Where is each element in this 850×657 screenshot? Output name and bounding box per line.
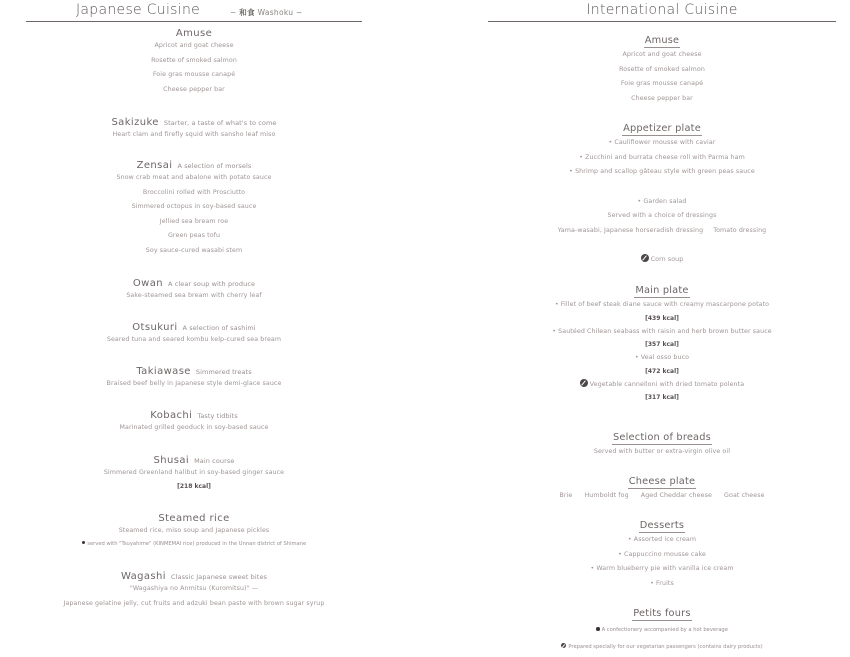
cheese-item: Brie	[559, 492, 573, 499]
menu-item: • Fruits	[650, 579, 674, 587]
course-desc: Simmered treats	[195, 368, 252, 376]
course-name: Sakizuke	[111, 117, 159, 128]
section-title: Main plate	[635, 285, 689, 296]
kcal-label: [472 kcal]	[645, 367, 679, 375]
leaf-icon	[641, 254, 649, 262]
jp-zensai-section	[26, 160, 362, 259]
menu-item: Jellied sea bream roe	[159, 217, 229, 225]
menu-item: Braised beef belly in Japanese style demi-glace sauce	[106, 380, 282, 387]
jp-amuse-section	[26, 28, 362, 97]
course-desc: Tasty tidbits	[197, 412, 238, 420]
note-text: served with "Tsuyahime" (KINMEMAI rice) produced in the Unnan district of Shimane	[87, 540, 307, 547]
course-desc: A selection of sashimi	[182, 324, 256, 332]
section-title: Amuse	[175, 28, 213, 39]
intl-breads-section	[488, 425, 836, 460]
course-name: Wagashi	[120, 571, 166, 582]
menu-item: Cheese pepper bar	[163, 85, 225, 93]
menu-item: • Garden salad	[637, 197, 687, 205]
menu-item: "Wagashiya no Anmitsu (Kuromitsu)" —	[129, 585, 259, 592]
jp-sakizuke-section	[26, 117, 362, 143]
dressing-options	[488, 224, 836, 239]
menu-item: Broccolini rolled with Prosciutto	[142, 188, 246, 196]
cheese-item: Goat cheese	[724, 492, 765, 499]
cheese-list	[488, 489, 836, 504]
section-title	[26, 455, 362, 466]
menu-item: • Cauliflower mousse with caviar	[608, 139, 716, 146]
section-title: Appetizer plate	[623, 123, 701, 134]
menu-item: Japanese gelatine jelly, cut fruits and adzuki bean paste with brown sugar syrup	[63, 599, 325, 607]
course-name: Zensai	[136, 160, 173, 171]
menu-item: Soy sauce-cured wasabi stem	[145, 246, 243, 254]
dressing-option: Yama-wasabi, Japanese horseradish dressing	[557, 226, 704, 234]
menu-item: • Cappuccino mousse cake	[618, 550, 706, 558]
menu-item	[488, 253, 836, 268]
course-desc: Main course	[194, 457, 235, 465]
menu-item: Green peas tofu	[167, 232, 221, 240]
international-header	[488, 0, 836, 22]
jp-rice-section	[26, 513, 362, 549]
intl-petits-fours-section	[488, 601, 836, 652]
menu-item: Foie gras mousse canapé	[620, 80, 704, 88]
menu-item: • Zucchini and burrata cheese roll with Parma ham	[579, 153, 745, 161]
japanese-title: Japanese Cuisine	[76, 2, 201, 18]
menu-item: Seared tuna and seared kombu kelp-cured sea bream	[106, 336, 282, 343]
jp-otsukuri-section	[26, 322, 362, 348]
section-title	[26, 278, 362, 289]
course-name: Takiawase	[136, 366, 191, 377]
intl-amuse-section	[488, 28, 836, 106]
dot-icon	[82, 541, 86, 545]
intl-appetizer-section	[488, 116, 836, 267]
menu-item: Cheese pepper bar	[631, 94, 693, 102]
intl-main-section	[488, 278, 836, 404]
item-label: Vegetable cannelloni with dried tomato polenta	[589, 380, 745, 388]
menu-item: • Shrimp and scallop gâteau style with green peas sauce	[569, 168, 755, 176]
intl-cheese-section	[488, 469, 836, 504]
section-title	[26, 571, 362, 582]
course-desc: A selection of morsels	[177, 162, 252, 170]
vegetarian-footnote	[488, 642, 836, 652]
kcal-label: [439 kcal]	[645, 314, 679, 322]
section-title	[26, 117, 362, 128]
kcal-label: [317 kcal]	[645, 394, 679, 402]
dot-icon	[596, 627, 600, 631]
international-cuisine-column	[488, 0, 836, 650]
petits-note	[488, 625, 836, 635]
course-name: Owan	[132, 278, 163, 289]
section-title	[26, 322, 362, 333]
leaf-icon	[580, 379, 588, 387]
menu-item: Marinated grilled geoduck in soy-based sauce	[119, 424, 269, 431]
japanese-header	[26, 0, 362, 22]
section-title: Selection of breads	[612, 432, 711, 443]
course-desc: Starter, a taste of what's to come	[163, 119, 277, 127]
section-title: Cheese plate	[628, 476, 696, 487]
menu-item: • Fillet of beef steak diane sauce with creamy mascarpone potato	[554, 301, 770, 308]
menu-item: Served with a choice of dressings	[607, 212, 717, 220]
jp-takiawase-section	[26, 366, 362, 392]
jp-wagashi-section	[26, 571, 362, 611]
footnote-text: Prepared specially for our vegetarian passengers (contains dairy products)	[568, 644, 763, 650]
dressing-option: Tomato dressing	[713, 226, 767, 234]
section-title	[26, 410, 362, 421]
tilde: ~	[230, 8, 237, 17]
menu-item: Simmered octopus in soy-based sauce	[131, 203, 257, 211]
section-title	[26, 366, 362, 377]
course-name: Shusai	[153, 455, 190, 466]
menu-item: Rosette of smoked salmon	[619, 65, 705, 73]
menu-item: Apricot and goat cheese	[154, 42, 234, 49]
japanese-cuisine-column	[26, 0, 362, 607]
menu-item: • Assorted ice cream	[627, 536, 697, 543]
menu-item: Heart clam and firefly squid with sansho leaf miso	[112, 131, 276, 138]
menu-item: • Sautéed Chilean seabass with raisin and herb brown butter sauce	[552, 327, 772, 335]
washoku-kanji: 和食	[239, 8, 255, 17]
menu-item: • Veal osso buco	[634, 354, 690, 362]
intl-desserts-section	[488, 513, 836, 591]
note-text: A confectionery accompanied by a hot beverage	[601, 627, 728, 633]
washoku-romaji: Washoku ~	[257, 8, 303, 17]
menu-item: Rosette of smoked salmon	[151, 56, 237, 64]
rice-note	[26, 539, 362, 549]
jp-shusai-section	[26, 455, 362, 493]
menu-item: Steamed rice, miso soup and Japanese pickles	[118, 527, 270, 534]
menu-item: Apricot and goat cheese	[622, 51, 702, 58]
section-title: Desserts	[639, 520, 685, 531]
course-desc: Classic Japanese sweet bites	[170, 573, 268, 581]
jp-kobachi-section	[26, 410, 362, 436]
kcal-label: [357 kcal]	[645, 341, 679, 349]
menu-item	[488, 378, 836, 393]
course-name: Kobachi	[150, 410, 193, 421]
menu-item: Sake-steamed sea bream with cherry leaf	[126, 292, 262, 299]
international-title: International Cuisine	[586, 2, 738, 18]
menu-item: Simmered Greenland halibut in soy-based ginger sauce	[103, 469, 285, 476]
section-title: Steamed rice	[158, 513, 230, 524]
leaf-icon	[561, 643, 566, 648]
menu-item: Snow crab meat and abalone with potato sauce	[116, 174, 272, 181]
course-name: Otsukuri	[132, 322, 178, 333]
section-title: Amuse	[644, 35, 680, 46]
jp-owan-section	[26, 278, 362, 304]
cheese-item: Aged Cheddar cheese	[640, 492, 712, 499]
cheese-item: Humboldt fog	[584, 492, 629, 499]
section-title	[26, 160, 362, 171]
soup-label: Corn soup	[650, 255, 684, 263]
washoku-subtitle	[230, 7, 303, 18]
course-desc: A clear soup with produce	[168, 280, 256, 288]
menu-item: • Warm blueberry pie with vanilla ice cream	[590, 565, 734, 573]
menu-item: Served with butter or extra-virgin olive oil	[593, 448, 731, 455]
section-title: Petits fours	[633, 608, 691, 619]
menu-item: Foie gras mousse canapé	[152, 71, 236, 79]
kcal-label: [218 kcal]	[177, 482, 211, 490]
